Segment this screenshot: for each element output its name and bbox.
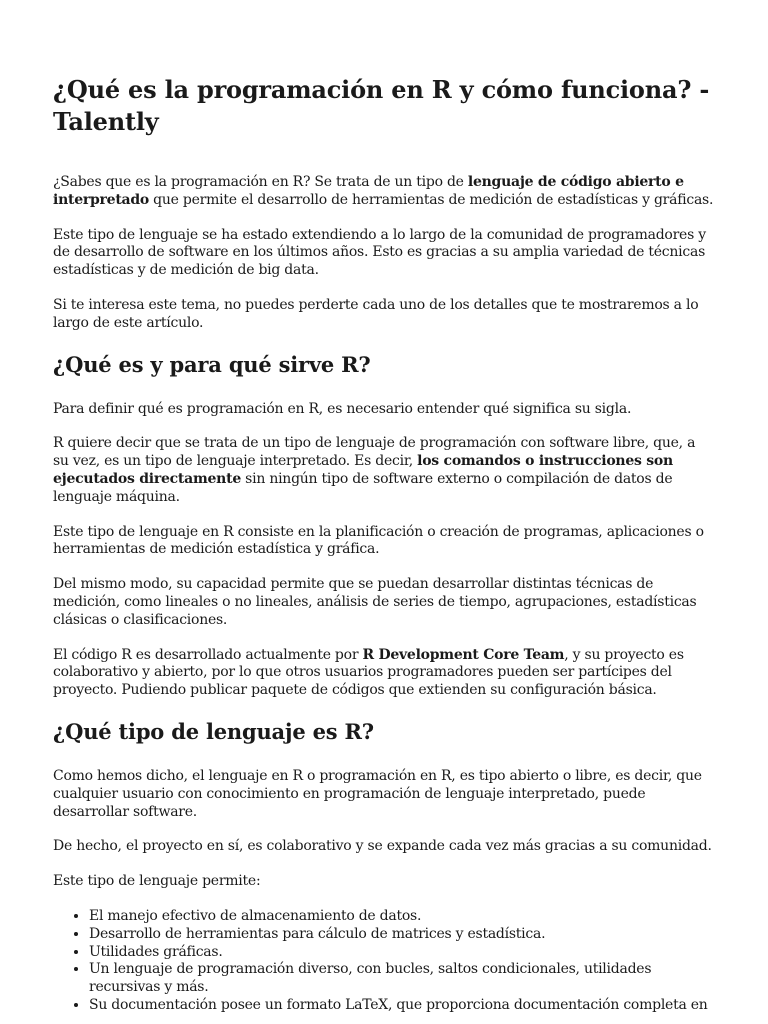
section-heading: ¿Qué es y para qué sirve R? [53,351,371,377]
section-paragraph [53,576,715,629]
text-run: De hecho, el proyecto en sí, es colaborativo y se expande cada vez más gracias a su comunidad. [53,838,712,855]
list-item: • Desarrollo de herramientas para cálculo de matrices y estadística. [89,926,715,944]
list-item: • Utilidades gráficas. [89,944,715,962]
intro-paragraph-1 [53,174,715,210]
text-run: , y su proyecto es colaborativo y abierto, por lo que otros usuarios programadores pueden ser partícipes del proyecto. Pudiendo publicar paquete de códigos que extienden su configuración básica. [53,646,684,699]
list-item: • Su documentación posee un formato LaTeX, que proporciona documentación completa en [89,997,715,1015]
section-paragraph [53,524,715,560]
feature-list [53,908,715,1015]
article [53,74,715,1015]
bold-text: los comandos o instrucciones son ejecutados directamente [53,453,673,487]
text-run: ¿Sabes que es la programación en R? Se trata de un tipo de [53,174,468,190]
section-que-es [53,351,715,700]
text-run: R quiere decir que se trata de un tipo de lenguaje de programación con software libre, que, a su vez, es un tipo de lenguaje interpretado. Es decir, [53,435,696,470]
section-paragraph [53,838,715,856]
bold-text: lenguaje de código abierto e interpretado [53,174,684,208]
text-run: Este tipo de lenguaje permite: [53,873,261,890]
intro-section [53,174,715,333]
page-title: ¿Qué es la programación en R y cómo funciona? - Talently [53,75,710,136]
list-item: • Un lenguaje de programación diverso, con bucles, saltos condicionales, utilidades recursivas y más. [89,961,715,997]
text-run: Como hemos dicho, el lenguaje en R o programación en R, es tipo abierto o libre, es decir, que cualquier usuario con conocimiento en programación de lenguaje interpretado, puede desarrollar software. [53,767,702,820]
section-heading: ¿Qué tipo de lenguaje es R? [53,718,374,744]
text-run: El código R es desarrollado actualmente por [53,646,363,663]
text-run: Este tipo de lenguaje en R consiste en la planificación o creación de programas, aplicaciones o herramientas de medición estadística y gráfica. [53,523,704,558]
text-run: Este tipo de lenguaje se ha estado extendiendo a lo largo de la comunidad de programadores y de desarrollo de software en los últimos años. Esto es gracias a su amplia variedad de técnicas estadísticas y de medición de big data. [53,226,706,279]
section-paragraph [53,873,715,891]
text-run: Si te interesa este tema, no puedes perderte cada uno de los detalles que te mostraremos a lo largo de este artículo. [53,296,699,331]
section-paragraph [53,401,715,419]
intro-paragraph-3 [53,297,715,333]
text-run: Para definir qué es programación en R, es necesario entender qué significa su sigla. [53,400,632,417]
text-run: sin ningún tipo de software externo o compilación de datos de lenguaje máquina. [53,470,673,505]
section-paragraph [53,768,715,821]
section-tipo-lenguaje [53,718,715,1015]
list-item: • El manejo efectivo de almacenamiento de datos. [89,908,715,926]
bold-text: R Development Core Team [362,646,565,663]
text-run: Del mismo modo, su capacidad permite que se puedan desarrollar distintas técnicas de medición, como lineales o no lineales, análisis de series de tiempo, agrupaciones, estadísticas clásicas o clasificaciones. [53,576,697,628]
section-paragraph [53,647,715,700]
intro-paragraph-2 [53,227,715,280]
section-paragraph [53,435,715,506]
text-run: que permite el desarrollo de herramientas de medición de estadísticas y gráficas. [148,191,714,208]
